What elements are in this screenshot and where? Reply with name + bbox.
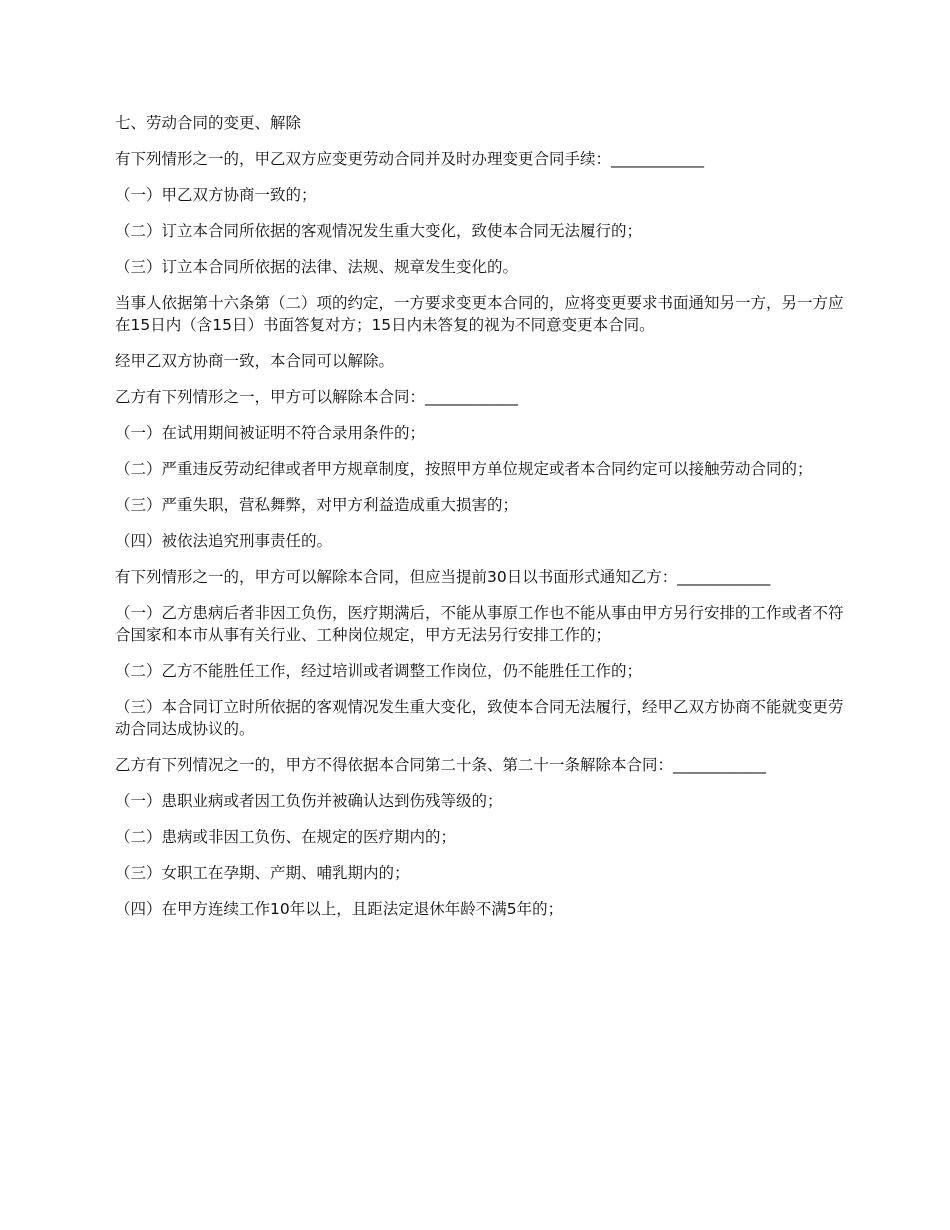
paragraph: （一）乙方患病后者非因工负伤，医疗期满后，不能从事原工作也不能从事由甲方另行安排的工作或者不符合国家和本市从事有关行业、工种岗位规定，甲方无法另行安排工作的； — [115, 604, 844, 644]
document-page — [115, 112, 850, 934]
paragraph: （三）严重失职，营私舞弊，对甲方利益造成重大损害的； — [115, 496, 519, 514]
paragraph: 有下列情形之一的，甲乙双方应变更劳动合同并及时办理变更合同手续：____________ — [115, 150, 705, 168]
paragraph: （二）患病或非因工负伤、在规定的医疗期内的； — [115, 828, 457, 846]
paragraph: （四）被依法追究刑事责任的。 — [115, 532, 333, 550]
paragraph: （二）订立本合同所依据的客观情况发生重大变化，致使本合同无法履行的； — [115, 222, 643, 240]
paragraph: 有下列情形之一的，甲方可以解除本合同，但应当提前30日以书面形式通知乙方：____________ — [115, 568, 771, 586]
paragraph: （三）女职工在孕期、产期、哺乳期内的； — [115, 864, 410, 882]
section-heading: 七、劳动合同的变更、解除 — [115, 114, 302, 132]
paragraph: （二）乙方不能胜任工作，经过培训或者调整工作岗位，仍不能胜任工作的； — [115, 662, 643, 680]
paragraph: （四）在甲方连续工作10年以上，且距法定退休年龄不满5年的； — [115, 900, 564, 918]
paragraph: 经甲乙双方协商一致，本合同可以解除。 — [115, 352, 395, 370]
paragraph: 乙方有下列情况之一的，甲方不得依据本合同第二十条、第二十一条解除本合同：____________ — [115, 756, 767, 774]
paragraph: （一）患职业病或者因工负伤并被确认达到伤残等级的； — [115, 792, 503, 810]
paragraph: 乙方有下列情形之一，甲方可以解除本合同：____________ — [115, 388, 519, 406]
paragraph: 当事人依据第十六条第（二）项的约定，一方要求变更本合同的，应将变更要求书面通知另一方，另一方应在15日内（含15日）书面答复对方；15日内未答复的视为不同意变更本合同。 — [115, 294, 844, 334]
paragraph: （二）严重违反劳动纪律或者甲方规章制度，按照甲方单位规定或者本合同约定可以接触劳动合同的； — [115, 460, 813, 478]
paragraph: （三）本合同订立时所依据的客观情况发生重大变化，致使本合同无法履行，经甲乙双方协商不能就变更劳动合同达成协议的。 — [115, 698, 844, 738]
paragraph: （三）订立本合同所依据的法律、法规、规章发生变化的。 — [115, 258, 519, 276]
paragraph: （一）在试用期间被证明不符合录用条件的； — [115, 424, 426, 442]
paragraph: （一）甲乙双方协商一致的； — [115, 186, 317, 204]
